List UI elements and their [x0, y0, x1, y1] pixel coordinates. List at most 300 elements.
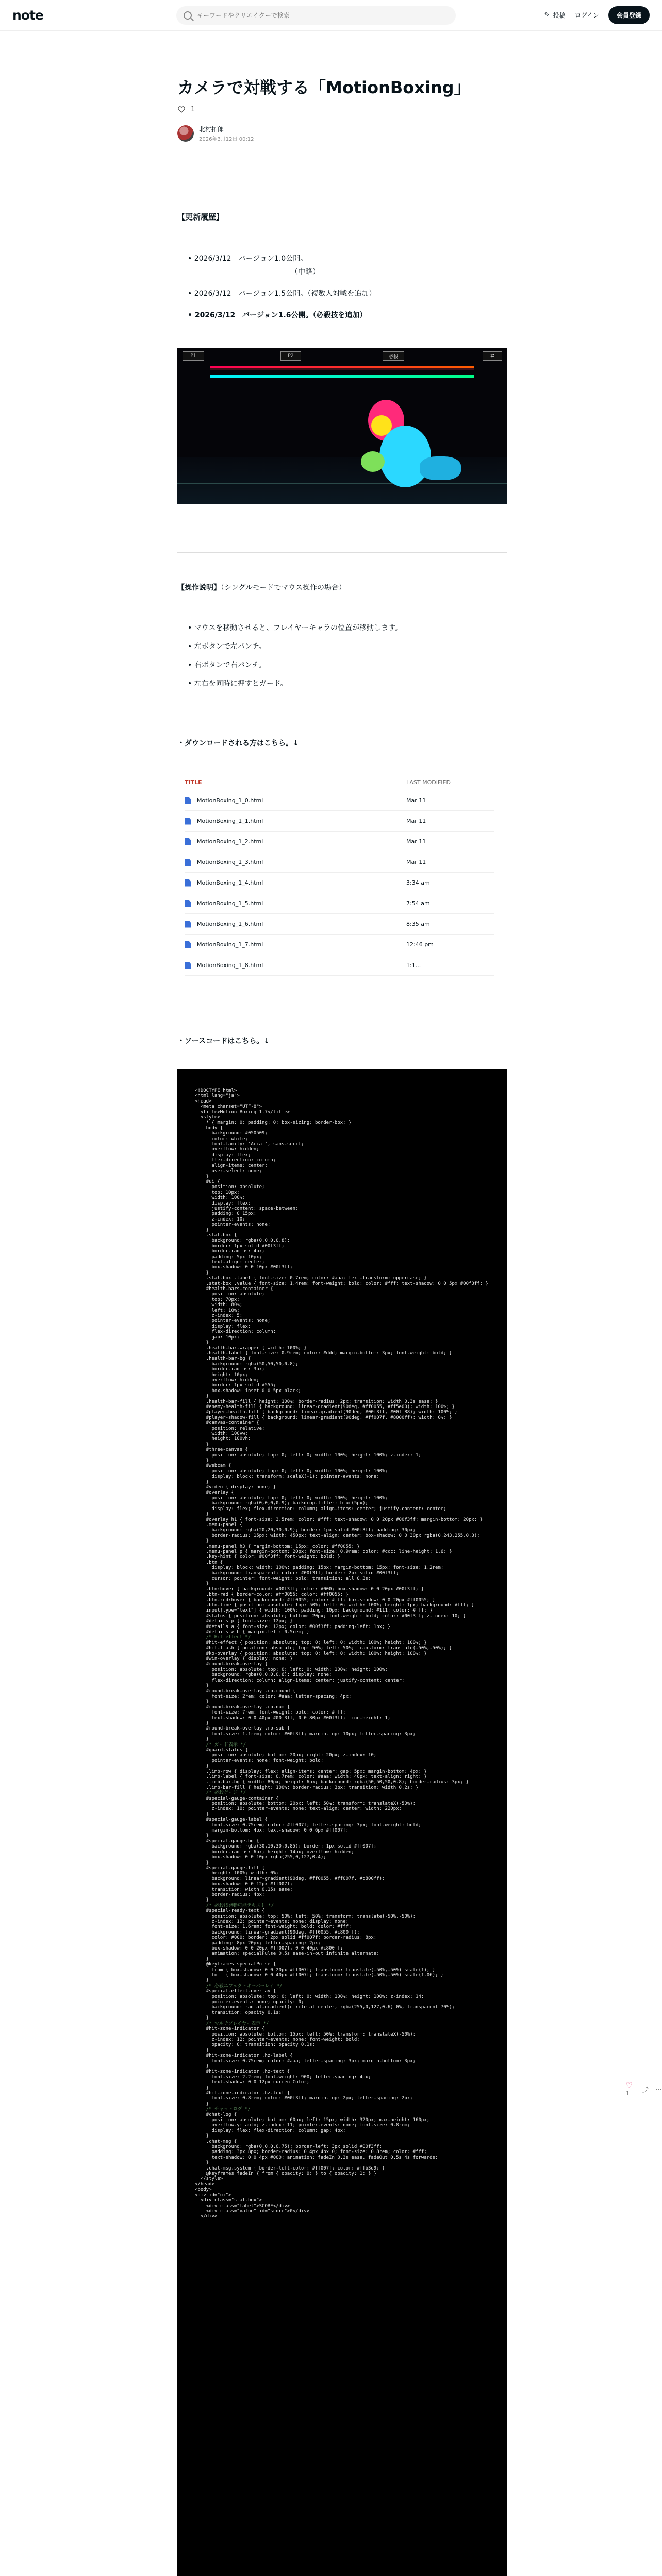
code-line: /* 必殺技発動可能テキスト */ — [195, 1903, 274, 1908]
like-row — [177, 105, 195, 113]
hud-special: 必殺 — [383, 351, 404, 361]
code-line: #status { position: absolute; bottom: 20px; font-weight: bold; color: #00f3ff; z-index: 10; } — [195, 1613, 466, 1619]
player-fighter — [379, 426, 431, 487]
code-line: transition: opacity 0.1s; — [195, 2010, 282, 2015]
code-line: } — [195, 1458, 209, 1464]
file-date: 7:54 am — [406, 900, 430, 907]
code-line: text-shadow: 0 0 4px #000; animation: fadeIn 0.3s ease, fadeOut 0.5s 4s forwards; — [195, 2155, 438, 2160]
avatar[interactable] — [177, 125, 194, 142]
source-code-block[interactable] — [177, 1069, 507, 2576]
code-line: position: absolute; top: 50%; left: 50%; transform: translate(-50%,-50%); — [195, 1913, 416, 1919]
code-line: .btn-red:hover { background: #ff0055; color: #fff; box-shadow: 0 0 20px #ff0055; } — [195, 1597, 435, 1603]
file-icon — [185, 879, 191, 887]
code-line: } — [195, 1270, 209, 1276]
code-line: animation: specialPulse 0.5s ease-in-out infinite alternate; — [195, 1951, 379, 1957]
code-line: #special-effect-overlay { — [195, 1989, 276, 1994]
code-line: z-index: 5; — [195, 1313, 243, 1319]
code-line: border-radius: 6px; height: 14px; overflow: hidden; — [195, 1849, 354, 1855]
code-line: background: rgba(0,0,0,0.9); backdrop-filter: blur(5px); — [195, 1501, 368, 1506]
download-table — [185, 775, 494, 988]
code-line: #ko-overlay { position: absolute; top: 0; left: 0; width: 100%; height: 100%; } — [195, 1651, 427, 1656]
code-line: } — [195, 2063, 209, 2069]
code-line: } — [195, 1442, 209, 1447]
player-arm — [420, 456, 461, 480]
code-line: <meta charset="UTF-8"> — [195, 1104, 262, 1110]
pen-icon: ✎ — [544, 11, 550, 19]
code-line: } — [195, 2047, 209, 2053]
code-line: } — [195, 2160, 209, 2166]
article-title: カメラで対戦する「MotionBoxing」 — [177, 78, 471, 97]
author-name[interactable]: 北村拓郎 — [199, 126, 224, 133]
code-line: </head> — [195, 2181, 214, 2187]
code-line: padding: 8px 20px; letter-spacing: 2px; — [195, 1940, 321, 1946]
code-line: <div class="label">SCORE</div> — [195, 2203, 290, 2209]
note-logo[interactable]: note — [12, 8, 43, 23]
file-name[interactable]: MotionBoxing_1_2.html — [197, 838, 263, 845]
code-line: display: block; transform: scaleX(-1); pointer-events: none; — [195, 1474, 379, 1480]
code-line: padding: 3px 8px; border-radius: 0 4px 4px 0; font-size: 0.8rem; color: #fff; — [195, 2149, 427, 2155]
code-line: background: rgba(20,20,30,0.9); border: 1px solid #00f3ff; padding: 30px; — [195, 1528, 416, 1533]
code-line: z-index: 10; — [195, 1216, 245, 1222]
code-line: font-size: 7rem; font-weight: bold; color: #fff; — [195, 1710, 346, 1716]
file-name-cell[interactable] — [185, 797, 406, 804]
code-line: width: 80%; — [195, 1302, 243, 1308]
code-line: transition: width 0.15s ease; — [195, 1887, 293, 1892]
code-line: box-shadow: inset 0 0 5px black; — [195, 1388, 301, 1394]
search-icon — [184, 11, 192, 20]
code-line: box-shadow: 0 0 20px #ff007f, 0 0 40px #c800ff; — [195, 1946, 343, 1951]
code-line: cursor: pointer; font-weight: bold; transition: all 0.3s; — [195, 1575, 371, 1581]
side-actions — [626, 2081, 662, 2097]
file-date: 12:46 pm — [406, 941, 434, 948]
code-line: .health-bar-wrapper { width: 100%; } — [195, 1345, 307, 1351]
code-line: } — [195, 2101, 209, 2107]
code-line: top: 10px; — [195, 1190, 240, 1195]
code-line: #overlay h1 { font-size: 3.5rem; color: #fff; text-shadow: 0 0 20px #00f3ff; margin-bottom: 20px; } — [195, 1517, 483, 1522]
history-item: • 2026/3/12 バージョン1.0公開。 — [188, 252, 376, 265]
file-name[interactable]: MotionBoxing_1_4.html — [197, 879, 263, 886]
code-line: #details a { font-size: 12px; color: #00f3ff; padding-left: 1px; } — [195, 1624, 391, 1630]
code-line: background: rgba(30,10,30,0.85); border: 1px solid #ff007f; — [195, 1844, 377, 1850]
code-line: </style> — [195, 2176, 223, 2182]
file-name[interactable]: MotionBoxing_1_7.html — [197, 941, 263, 948]
code-line: user-select: none; — [195, 1168, 262, 1174]
history-item: （中略） — [291, 268, 320, 276]
code-line: .health-label { font-size: 0.9rem; color: #ddd; margin-bottom: 3px; font-weight: bold; } — [195, 1350, 452, 1356]
operation-item: • 左右を同時に押すとガード。 — [188, 678, 402, 689]
file-icon — [185, 962, 191, 969]
code-line: #round-break-overlay .rb-round { — [195, 1688, 296, 1694]
code-line: font-size: 0.75rem; color: #aaa; letter-spacing: 3px; margin-bottom: 3px; — [195, 2058, 416, 2064]
code-line: } — [195, 2015, 209, 2021]
code-line: } — [195, 1174, 209, 1179]
operation-item: • 左ボタンで左パンチ。 — [188, 641, 402, 652]
history-list — [188, 252, 376, 331]
code-line: z-index: 12; pointer-events: none; display: none; — [195, 1919, 349, 1924]
code-line: @keyframes fadeIn { from { opacity: 0; } to { opacity: 1; } } — [195, 2171, 377, 2177]
login-link[interactable]: ログイン — [574, 12, 599, 19]
code-line: .btn-red { border-color: #ff0055; color: #ff0055; } — [195, 1592, 349, 1598]
table-row[interactable] — [185, 955, 494, 976]
post-button[interactable] — [544, 11, 566, 20]
history-item: • 2026/3/12 バージョン1.5公開。（複数人対戦を追加） — [188, 287, 376, 300]
code-line: } — [195, 1764, 209, 1769]
post-label: 投稿 — [553, 12, 566, 19]
code-line: } — [195, 1581, 209, 1587]
table-row[interactable] — [185, 914, 494, 935]
share-icon[interactable]: ⤴ — [642, 2086, 649, 2093]
hud-icon: ⇄ — [483, 351, 502, 361]
file-date: 8:35 am — [406, 921, 430, 927]
side-like-button[interactable] — [626, 2081, 635, 2097]
code-line: body { — [195, 1125, 223, 1131]
code-line: color: white; — [195, 1136, 248, 1142]
code-line: display: flex; flex-direction: column; align-items: center; justify-content: center; — [195, 1506, 446, 1512]
code-line: flex-direction: column; align-items: center; justify-content: center; — [195, 1677, 405, 1683]
code-lines — [195, 1088, 490, 2219]
code-line: .btn { — [195, 1560, 223, 1565]
player-health-fill — [210, 375, 474, 378]
file-name-cell[interactable] — [185, 900, 406, 907]
code-line: background: rgba(0,0,0,0.8); — [195, 1238, 290, 1244]
code-line: pointer-events: none; — [195, 1222, 271, 1228]
code-line: position: absolute; top: 0; left: 0; width: 100%; height: 100%; — [195, 1667, 388, 1672]
code-line: flex-direction: column; — [195, 1329, 276, 1335]
code-line: } — [195, 1699, 209, 1705]
hud-p1: P1 — [183, 351, 204, 361]
operation-item: • 右ボタンで右パンチ。 — [188, 659, 402, 671]
file-name-cell[interactable] — [185, 838, 406, 845]
code-line: pointer-events: none; opacity: 0; — [195, 1999, 304, 2005]
file-name[interactable]: MotionBoxing_1_0.html — [197, 796, 263, 804]
code-line: <div class="stat-box"> — [195, 2198, 262, 2204]
ring-rope — [177, 483, 507, 484]
code-line: position: absolute; — [195, 1292, 265, 1297]
search-box[interactable] — [176, 6, 456, 25]
operation-list — [188, 622, 402, 697]
code-line: font-size: 1.6rem; font-weight: bold; color: #fff; — [195, 1924, 352, 1930]
table-row[interactable] — [185, 873, 494, 893]
code-line: #canvas-container { — [195, 1420, 259, 1426]
code-line: display: flex; — [195, 1152, 251, 1158]
enemy-health-fill — [210, 366, 474, 368]
code-line: height: 100vh; — [195, 1436, 251, 1442]
code-line: #special-gauge-container { — [195, 1795, 279, 1801]
code-line: } — [195, 1978, 209, 1984]
code-line: pointer-events: none; — [195, 1318, 271, 1324]
code-line: <body> — [195, 2187, 212, 2193]
more-icon[interactable]: ⋯ — [656, 2086, 662, 2093]
code-line: display: flex; — [195, 1324, 251, 1329]
source-title: ・ソースコードはこちら。↓ — [177, 1037, 270, 1045]
file-date: 1:1... — [406, 962, 421, 969]
top-header — [0, 0, 662, 31]
code-line: /* Hit effect */ — [195, 1635, 251, 1640]
code-line: <head> — [195, 1098, 212, 1104]
file-icon — [185, 838, 191, 845]
code-line: margin-bottom: 4px; text-shadow: 0 0 6px #ff007f; — [195, 1828, 349, 1834]
code-line: } — [195, 1227, 209, 1233]
file-date: Mar 11 — [406, 797, 426, 804]
code-line: /* ガード表示 */ — [195, 1742, 246, 1748]
code-line: background: linear-gradient(90deg, #ff0055, #c800ff); — [195, 1929, 360, 1935]
code-line: .menu-panel p { margin-bottom: 20px; font-size: 0.9rem; color: #ccc; line-height: 1.6; } — [195, 1549, 452, 1554]
table-body — [185, 790, 494, 976]
code-line: .limb-label { font-size: 0.7rem; color: #aaa; width: 40px; text-align: right; } — [195, 1774, 427, 1780]
hud-p2: P2 — [280, 351, 301, 361]
code-line: #guard-status { — [195, 1747, 248, 1753]
file-name[interactable]: MotionBoxing_1_6.html — [197, 920, 263, 927]
code-line: .chat-msg { — [195, 2139, 237, 2144]
table-row[interactable] — [185, 832, 494, 852]
code-line: background: linear-gradient(90deg, #ff0055, #ff007f, #c800ff); — [195, 1876, 385, 1882]
code-line: position: relative; — [195, 1426, 265, 1431]
code-line: border-radius: 4px; — [195, 1249, 265, 1255]
code-line: font-size: 2.2rem; font-weight: 900; letter-spacing: 4px; — [195, 2074, 371, 2080]
table-row[interactable] — [185, 852, 494, 873]
code-line: } — [195, 1811, 209, 1817]
code-line: .stat-box .label { font-size: 0.7rem; color: #aaa; text-transform: uppercase; } — [195, 1276, 427, 1281]
code-line: #win-overlay { display: none; } — [195, 1656, 293, 1662]
code-line: .limb-bar-bg { width: 80px; height: 6px; background: rgba(50,50,50,0.8); border-radius: 3px; } — [195, 1780, 469, 1785]
code-line: padding: 0 15px; — [195, 1211, 257, 1217]
table-row[interactable] — [185, 811, 494, 832]
code-line: /* マルチプレイヤー表示 */ — [195, 2021, 269, 2026]
file-name-cell[interactable] — [185, 879, 406, 887]
code-line: } — [195, 1538, 209, 1544]
code-line: overflow: hidden; — [195, 1377, 259, 1383]
code-line: position: absolute; bottom: 20px; right: 20px; z-index: 10; — [195, 1753, 377, 1758]
code-line: from { box-shadow: 0 0 20px #ff007f; transform: translate(-50%,-50%) scale(1); } — [195, 1967, 435, 1973]
file-icon — [185, 941, 191, 948]
header-actions — [544, 6, 650, 24]
code-line: position: absolute; top: 0; left: 0; width: 100%; height: 100%; — [195, 1495, 388, 1501]
code-line: .health-bar-bg { — [195, 1356, 251, 1362]
code-line: padding: 5px 10px; — [195, 1254, 262, 1260]
file-date: Mar 11 — [406, 838, 426, 845]
col-last-modified[interactable]: LAST MODIFIED — [406, 779, 451, 786]
code-line: input[type="text"] { width: 100%; padding: 10px; background: #111; color: #fff; } — [195, 1608, 433, 1614]
code-line: border-radius: 3px; — [195, 1367, 265, 1372]
code-line: #hit-flash { position: absolute; top: 50%; left: 50%; transform: translate(-50%,-50%); } — [195, 1646, 452, 1651]
code-line: <div class="value" id="score">0</div> — [195, 2208, 310, 2214]
code-line: overflow-y: auto; z-index: 11; pointer-events: none; font-size: 0.8rem; — [195, 2123, 410, 2128]
code-line: #webcam { — [195, 1463, 231, 1469]
code-line: } — [195, 2133, 209, 2139]
file-name[interactable]: MotionBoxing_1_5.html — [197, 900, 263, 907]
code-line: background: radial-gradient(circle at center, rgba(255,0,127,0.6) 0%, transparent 70%); — [195, 2005, 455, 2010]
code-line: #special-gauge-bg { — [195, 1838, 259, 1844]
code-line: <title>Motion Boxing 1.7</title> — [195, 1109, 290, 1115]
code-line: left: 10%; — [195, 1308, 240, 1313]
code-line: .limb-bar-fill { height: 100%; border-radius: 3px; transition: width 0.2s; } — [195, 1785, 419, 1790]
code-line: #video { display: none; } — [195, 1485, 276, 1490]
code-line: <!DOCTYPE html> — [195, 1088, 237, 1093]
code-line: /* 必殺ゲージ */ — [195, 1790, 246, 1796]
code-line: #round-break-overlay .rb-num { — [195, 1704, 290, 1710]
code-line: * { margin: 0; padding: 0; box-sizing: border-box; } — [195, 1120, 352, 1126]
side-like-count: 1 — [626, 2090, 630, 2097]
code-line: } — [195, 1737, 209, 1742]
code-line: background: rgba(50,50,50,0.8); — [195, 1361, 299, 1367]
search-input[interactable] — [197, 12, 444, 19]
code-line: border: 1px solid #555; — [195, 1383, 276, 1388]
game-screenshot[interactable] — [177, 348, 507, 504]
code-line: } — [195, 1340, 209, 1346]
code-line: background: rgba(0,0,0,0.6); display: none; — [195, 1672, 332, 1678]
code-line: position: absolute; top: 0; left: 0; width: 100%; height: 100%; z-index: 14; — [195, 1994, 424, 1999]
code-line: #hit-zone-indicator .hz-text { — [195, 2069, 290, 2075]
enemy-arm — [361, 451, 385, 472]
code-line: .stat-box { — [195, 1232, 237, 1238]
code-line: width: 100%; — [195, 1195, 245, 1201]
table-row[interactable] — [185, 935, 494, 955]
code-line: overflow: hidden; — [195, 1147, 259, 1153]
code-line: #round-break-overlay { — [195, 1662, 268, 1667]
heart-icon[interactable] — [177, 105, 186, 113]
code-line: background: #050509; — [195, 1131, 268, 1137]
code-line: gap: 10px; — [195, 1334, 240, 1340]
code-line: </div> — [195, 2214, 218, 2219]
code-line: /* チャットログ */ — [195, 2107, 251, 2112]
code-line: .chat-msg.system { border-left-color: #ff007f; color: #ffb3d9; } — [195, 2165, 385, 2171]
code-line: position: absolute; — [195, 1184, 265, 1190]
code-line: position: absolute; top: 0; left: 0; width: 100%; height: 100%; z-index: 1; — [195, 1452, 421, 1458]
publish-date: 2026年3月12日 00:12 — [199, 137, 254, 142]
code-line: #special-ready-text { — [195, 1908, 265, 1914]
code-line: opacity: 0; transition: opacity 0.1s; — [195, 2042, 315, 2048]
code-line: font-size: 1.1rem; color: #00f3ff; margin-top: 10px; letter-spacing: 3px; — [195, 1731, 416, 1737]
code-line: align-items: center; — [195, 1163, 268, 1168]
file-name-cell[interactable] — [185, 962, 406, 969]
file-icon — [185, 818, 191, 825]
code-line: } — [195, 1897, 209, 1903]
code-line: font-size: 0.75rem; color: #ff007f; letter-spacing: 3px; font-weight: bold; — [195, 1822, 421, 1828]
code-line: z-index: 12; pointer-events: none; font-weight: bold; — [195, 2037, 360, 2042]
file-date: Mar 11 — [406, 818, 426, 824]
code-line: color: #000; border: 2px solid #ff007f; border-radius: 8px; — [195, 1935, 377, 1941]
code-line: font-size: 0.8rem; color: #00f3ff; margin-top: 2px; letter-spacing: 2px; — [195, 2096, 413, 2102]
like-count: 1 — [191, 105, 195, 113]
file-icon — [185, 900, 191, 907]
code-line: <html lang="ja"> — [195, 1093, 240, 1099]
code-line: #round-break-overlay .rb-sub { — [195, 1726, 290, 1732]
code-line: #player-shadow-fill { background: linear-gradient(90deg, #ff007f, #8000ff); width: 0%; } — [195, 1415, 452, 1420]
code-line: width: 100vw; — [195, 1431, 248, 1436]
code-line: background: rgba(0,0,0,0.75); border-left: 3px solid #00f3ff; — [195, 2144, 383, 2150]
code-line: .health-bar-fill { height: 100%; border-radius: 2px; transition: width 0.3s ease; } — [195, 1399, 438, 1404]
code-line: #enemy-health-fill { background: linear-gradient(90deg, #ff0055, #ff5e00); width: 100%; } — [195, 1404, 455, 1410]
file-icon — [185, 921, 191, 928]
code-line: } — [195, 1479, 209, 1485]
code-line: font-size: 2rem; color: #aaa; letter-spacing: 4px; — [195, 1693, 352, 1699]
code-line: #overlay { — [195, 1490, 234, 1496]
code-line: display: flex; — [195, 1200, 251, 1206]
code-line: text-shadow: 0 0 12px currentColor; — [195, 2080, 310, 2086]
code-line: .stat-box .value { font-size: 1.4rem; font-weight: bold; color: #fff; text-shadow: 0 0 5px #00f3ff; } — [195, 1281, 488, 1286]
file-date: 3:34 am — [406, 879, 430, 886]
code-line: display: block; width: 100%; padding: 15px; margin-bottom: 15px; font-size: 1.2rem; — [195, 1565, 444, 1571]
code-line: #special-gauge-label { — [195, 1817, 268, 1823]
code-line: position: absolute; bottom: 60px; left: 15px; width: 320px; max-height: 160px; — [195, 2117, 430, 2123]
signup-button[interactable]: 会員登録 — [608, 6, 650, 24]
code-line: top: 70px; — [195, 1297, 240, 1302]
code-line: z-index: 10; pointer-events: none; text-align: center; width: 220px; — [195, 1806, 402, 1812]
code-line: #hit-zone-indicator .hz-text { — [195, 2090, 290, 2096]
code-line: #hit-zone-indicator .hz-label { — [195, 2053, 293, 2059]
file-name-cell[interactable] — [185, 921, 406, 928]
history-title: 【更新履歴】 — [177, 212, 224, 222]
section-divider — [177, 552, 507, 553]
code-line: } — [195, 1720, 209, 1726]
code-line: .btn:hover { background: #00f3ff; color: #000; box-shadow: 0 0 20px #00f3ff; } — [195, 1586, 424, 1592]
code-line: display: flex; flex-direction: column; gap: 4px; — [195, 2128, 346, 2133]
table-row[interactable] — [185, 790, 494, 811]
code-line: } — [195, 1512, 209, 1517]
code-line: height: 100%; width: 0%; — [195, 1871, 279, 1876]
code-line: font-family: 'Arial', sans-serif; — [195, 1142, 304, 1147]
code-line: box-shadow: 0 0 10px rgba(255,0,127,0.4); — [195, 1855, 326, 1860]
code-line: text-shadow: 0 0 40px #00f3ff, 0 0 80px #00f3ff; line-height: 1; — [195, 1715, 391, 1721]
code-line: box-shadow: 0 0 10px #00f3ff; — [195, 1265, 293, 1270]
operation-item: • マウスを移動させると、プレイヤーキャラの位置が移動します。 — [188, 622, 402, 634]
code-line: <style> — [195, 1115, 220, 1121]
code-line: .btn-line { position: absolute; top: 50%; left: 0; width: 100%; height: 1px; background: #fff; } — [195, 1603, 474, 1608]
code-line: border-radius: 4px; — [195, 1892, 265, 1897]
code-line: } — [195, 1956, 209, 1962]
file-icon — [185, 797, 191, 804]
file-name[interactable]: MotionBoxing_1_1.html — [197, 817, 263, 824]
table-header — [185, 775, 494, 790]
code-line: } — [195, 1683, 209, 1689]
code-line: } — [195, 2085, 209, 2091]
file-name-cell[interactable] — [185, 941, 406, 948]
code-line: position: absolute; bottom: 15px; left: 50%; transform: translateX(-50%); — [195, 2031, 416, 2037]
code-line: } — [195, 1860, 209, 1866]
file-name[interactable]: MotionBoxing_1_3.html — [197, 858, 263, 866]
code-line: #chat-log { — [195, 2112, 237, 2117]
col-title[interactable]: TITLE — [185, 779, 202, 786]
code-line: @keyframes specialPulse { — [195, 1962, 276, 1968]
author-info[interactable] — [177, 125, 254, 142]
code-line: } — [195, 1394, 209, 1399]
file-name-cell[interactable] — [185, 859, 406, 866]
code-line: border-radius: 15px; width: 450px; text-align: center; box-shadow: 0 0 30px rgba(0,243,255,0.3); — [195, 1533, 480, 1538]
code-line: to { box-shadow: 0 0 40px #ff007f; transform: translate(-50%,-50%) scale(1.06); } — [195, 1973, 444, 1978]
code-line: background: transparent; color: #00f3ff; border: 2px solid #00f3ff; — [195, 1570, 399, 1576]
code-line: .limb-row { display: flex; align-items: center; gap: 5px; margin-bottom: 4px; } — [195, 1769, 427, 1774]
file-icon — [185, 859, 191, 866]
table-row[interactable] — [185, 893, 494, 914]
file-date: Mar 11 — [406, 859, 426, 866]
code-line: justify-content: space-between; — [195, 1206, 299, 1211]
file-name-cell[interactable] — [185, 818, 406, 825]
operation-title-rest: （シングルモードでマウス操作の場合） — [221, 584, 346, 592]
code-line: box-shadow: 0 0 12px #ff007f; — [195, 1882, 293, 1887]
code-line: border: 1px solid #00f3ff; — [195, 1243, 285, 1249]
operation-title-bold: 【操作説明】 — [177, 584, 221, 592]
code-line: #health-bars-container { — [195, 1286, 273, 1292]
code-line: #player-health-fill { background: linear-gradient(90deg, #00f3ff, #00ff88); width: 100%; } — [195, 1410, 458, 1415]
code-line: #hit-effect { position: absolute; top: 0; left: 0; width: 100%; height: 100%; } — [195, 1640, 427, 1646]
code-line: #hit-zone-indicator { — [195, 2026, 265, 2032]
code-line: position: absolute; top: 0; left: 0; width: 100%; height: 100%; — [195, 1468, 388, 1474]
code-line: height: 10px; — [195, 1372, 248, 1378]
file-name[interactable]: MotionBoxing_1_8.html — [197, 961, 263, 969]
code-line: } — [195, 1833, 209, 1839]
code-line: <div id="ui"> — [195, 2192, 231, 2198]
code-line: /* 必殺エフェクトオーバーレイ */ — [195, 1983, 283, 1989]
